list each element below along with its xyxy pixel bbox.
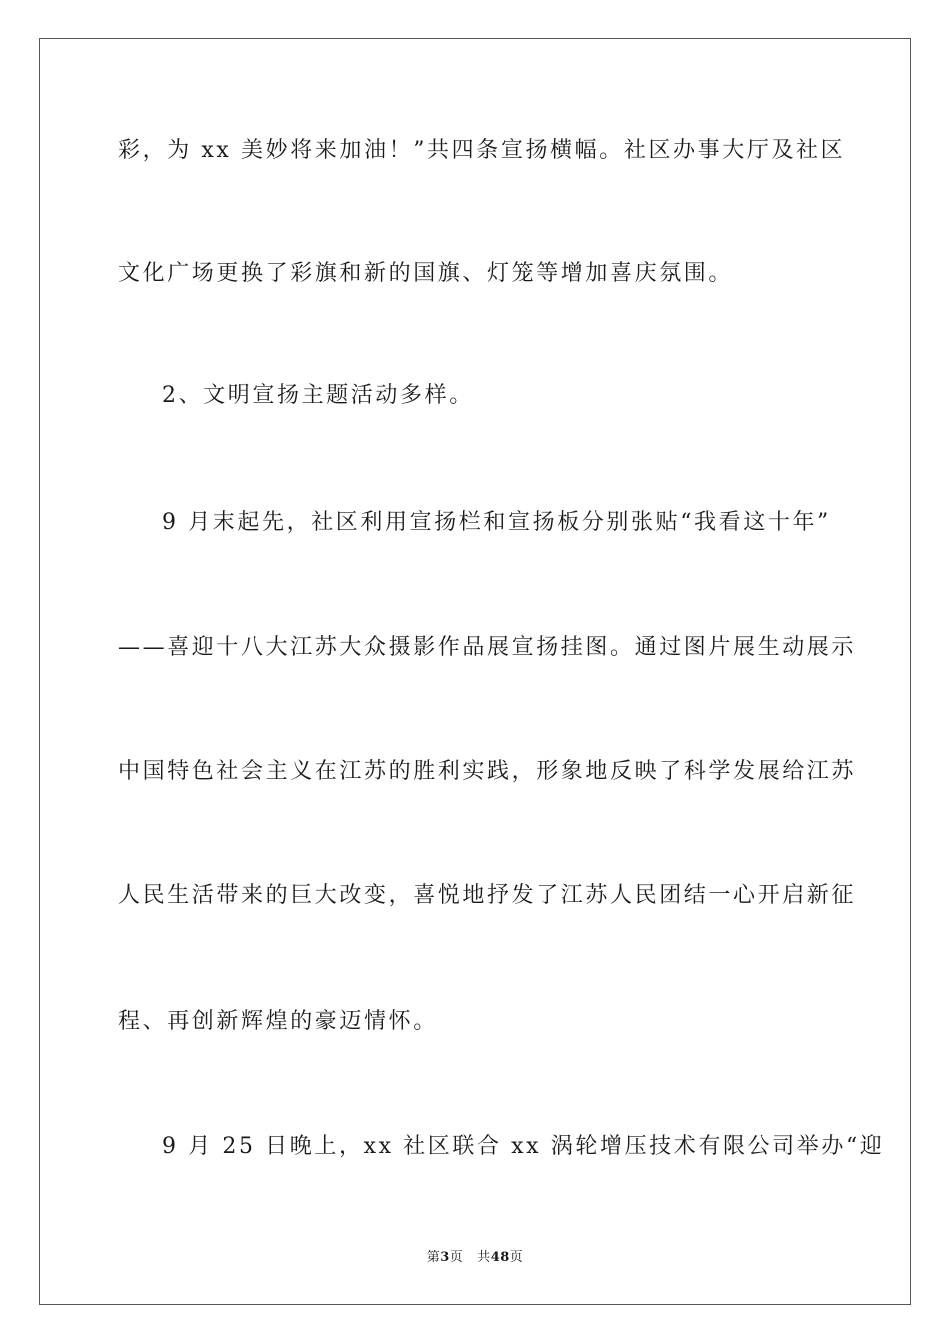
page-footer <box>0 1246 950 1265</box>
body-line-2: 文化广场更换了彩旗和新的国旗、灯笼等增加喜庆氛围。 <box>118 261 734 286</box>
footer-page-suffix: 页 <box>449 1250 464 1265</box>
body-line-5: ——喜迎十八大江苏大众摄影作品展宣扬挂图。通过图片展生动展示 <box>118 635 857 660</box>
footer-page-prefix: 第 <box>426 1250 441 1265</box>
body-line-1: 彩，为 xx 美妙将来加油！”共四条宣扬横幅。社区办事大厅及社区 <box>118 138 846 163</box>
page-border <box>39 38 911 1305</box>
footer-total-prefix: 共 <box>477 1250 491 1265</box>
footer-total-suffix: 页 <box>509 1250 524 1265</box>
body-line-8: 程、再创新辉煌的豪迈情怀。 <box>118 1009 438 1034</box>
body-line-7: 人民生活带来的巨大改变，喜悦地抒发了江苏人民团结一心开启新征 <box>118 883 857 908</box>
body-line-9: 9 月 25 日晚上，xx 社区联合 xx 涡轮增压技术有限公司举办“迎 <box>162 1134 885 1159</box>
body-line-6: 中国特色社会主义在江苏的胜利实践，形象地反映了科学发展给江苏 <box>118 759 857 784</box>
section-heading: 2、文明宣扬主题活动多样。 <box>162 383 474 408</box>
body-line-4: 9 月末起先，社区利用宣扬栏和宣扬板分别张贴“我看这十年” <box>162 510 831 535</box>
footer-page-number: 3 <box>440 1250 450 1265</box>
footer-total-pages: 48 <box>490 1250 510 1265</box>
